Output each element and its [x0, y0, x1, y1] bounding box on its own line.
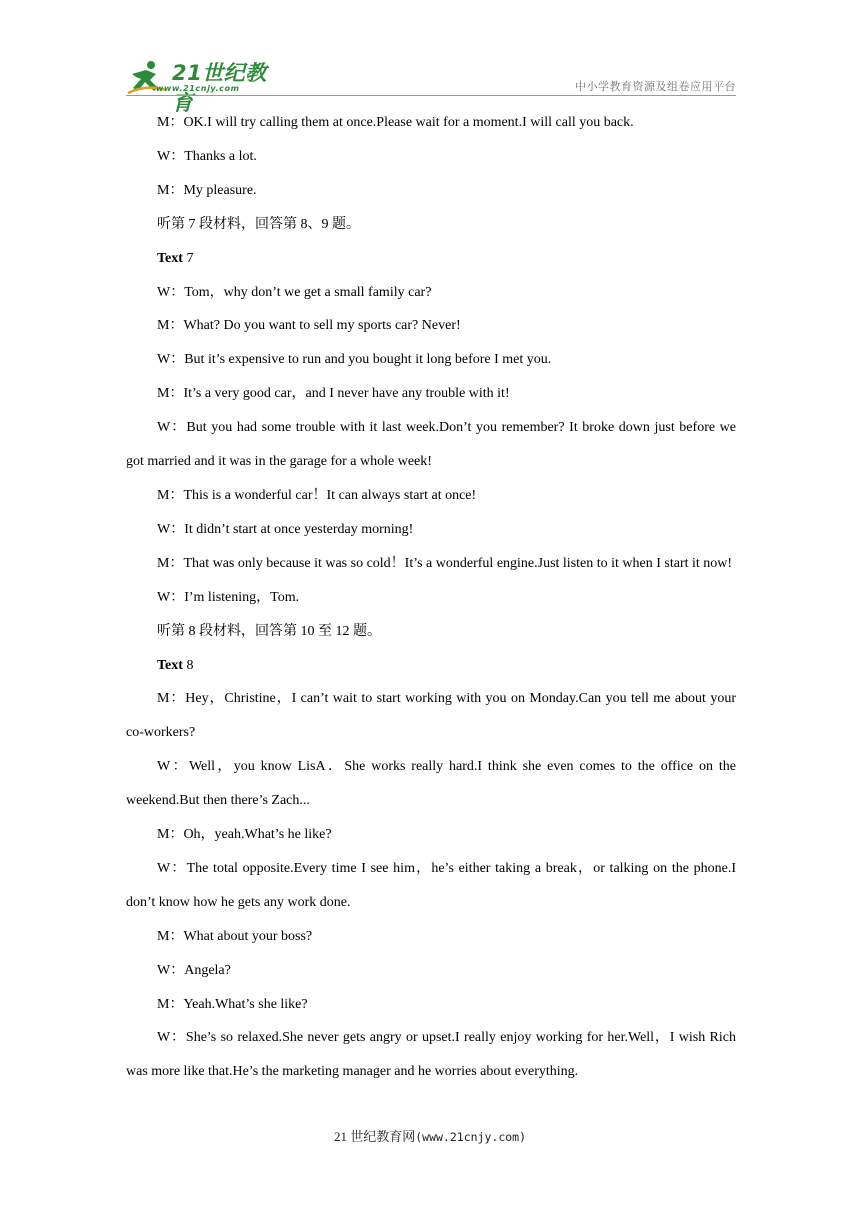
- header-divider: [126, 95, 736, 96]
- footer-site-name: 21 世纪教育网: [333, 1129, 416, 1144]
- dialogue-line: M：My pleasure.: [157, 182, 257, 198]
- dialogue-line: W：Thanks a lot.: [157, 148, 257, 164]
- dialogue-line: M：What? Do you want to sell my sports car? Never!: [157, 318, 461, 334]
- section-heading: [126, 649, 736, 683]
- dialogue-line: W：Angela?: [157, 962, 231, 978]
- section-instruction: 听第 7 段材料，回答第 8、9 题。: [157, 216, 360, 232]
- dialogue-line: M：That was only because it was so cold！It’s a wonderful engine.Just listen to it when I start it now!: [157, 555, 733, 571]
- heading-number: 7: [182, 250, 194, 266]
- dialogue-line: W：Tom，why don’t we get a small family car?: [157, 284, 432, 300]
- heading-label: Text: [157, 250, 183, 266]
- heading-number: 8: [182, 657, 194, 673]
- dialogue-line: M：It’s a very good car，and I never have any trouble with it!: [157, 386, 510, 402]
- section-heading: [126, 242, 736, 276]
- dialogue-line: M：Hey，Christine，I can’t wait to start working with you on Monday.Can you tell me about your co-workers?: [126, 691, 736, 741]
- logo-url: www.21cnjy.com: [156, 84, 240, 93]
- dialogue-line: M：Yeah.What’s she like?: [157, 996, 308, 1012]
- dialogue-line: W：Well，you know LisA．She works really hard.I think she even comes to the office on the weekend.But then there’s Zach...: [126, 759, 736, 809]
- dialogue-line: M：Oh，yeah.What’s he like?: [157, 827, 332, 843]
- page-header: [126, 56, 736, 115]
- dialogue-line: W：But you had some trouble with it last week.Don’t you remember? It broke down just before we got married and it was in the garage for a whole week!: [126, 420, 736, 470]
- page-footer: [0, 1126, 860, 1145]
- dialogue-line: W：The total opposite.Every time I see him，he’s either taking a break，or talking on the phone.I don’t know how he gets any work done.: [126, 860, 736, 910]
- footer-site-url: (www.21cnjy.com): [415, 1130, 527, 1144]
- dialogue-line: M：This is a wonderful car！It can always start at once!: [157, 487, 477, 503]
- heading-label: Text: [157, 657, 183, 673]
- dialogue-line: W：But it’s expensive to run and you bought it long before I met you.: [157, 352, 552, 368]
- transcript-body: [126, 106, 736, 1089]
- dialogue-line: M：What about your boss?: [157, 928, 313, 944]
- header-tagline: 中小学教育资源及组卷应用平台: [575, 80, 736, 93]
- dialogue-line: W：She’s so relaxed.She never gets angry or upset.I really enjoy working for her.Well，I wish Rich was more like that.He’s the marketing manager and he worries about everything.: [126, 1030, 736, 1080]
- dialogue-line: W：I’m listening，Tom.: [157, 589, 300, 605]
- section-instruction: 听第 8 段材料，回答第 10 至 12 题。: [157, 623, 381, 639]
- logo-text: 21世纪教育: [172, 61, 267, 115]
- site-logo: [126, 60, 286, 115]
- dialogue-line: W：It didn’t start at once yesterday morning!: [157, 521, 414, 537]
- dialogue-line: M：OK.I will try calling them at once.Please wait for a moment.I will call you back.: [157, 115, 634, 130]
